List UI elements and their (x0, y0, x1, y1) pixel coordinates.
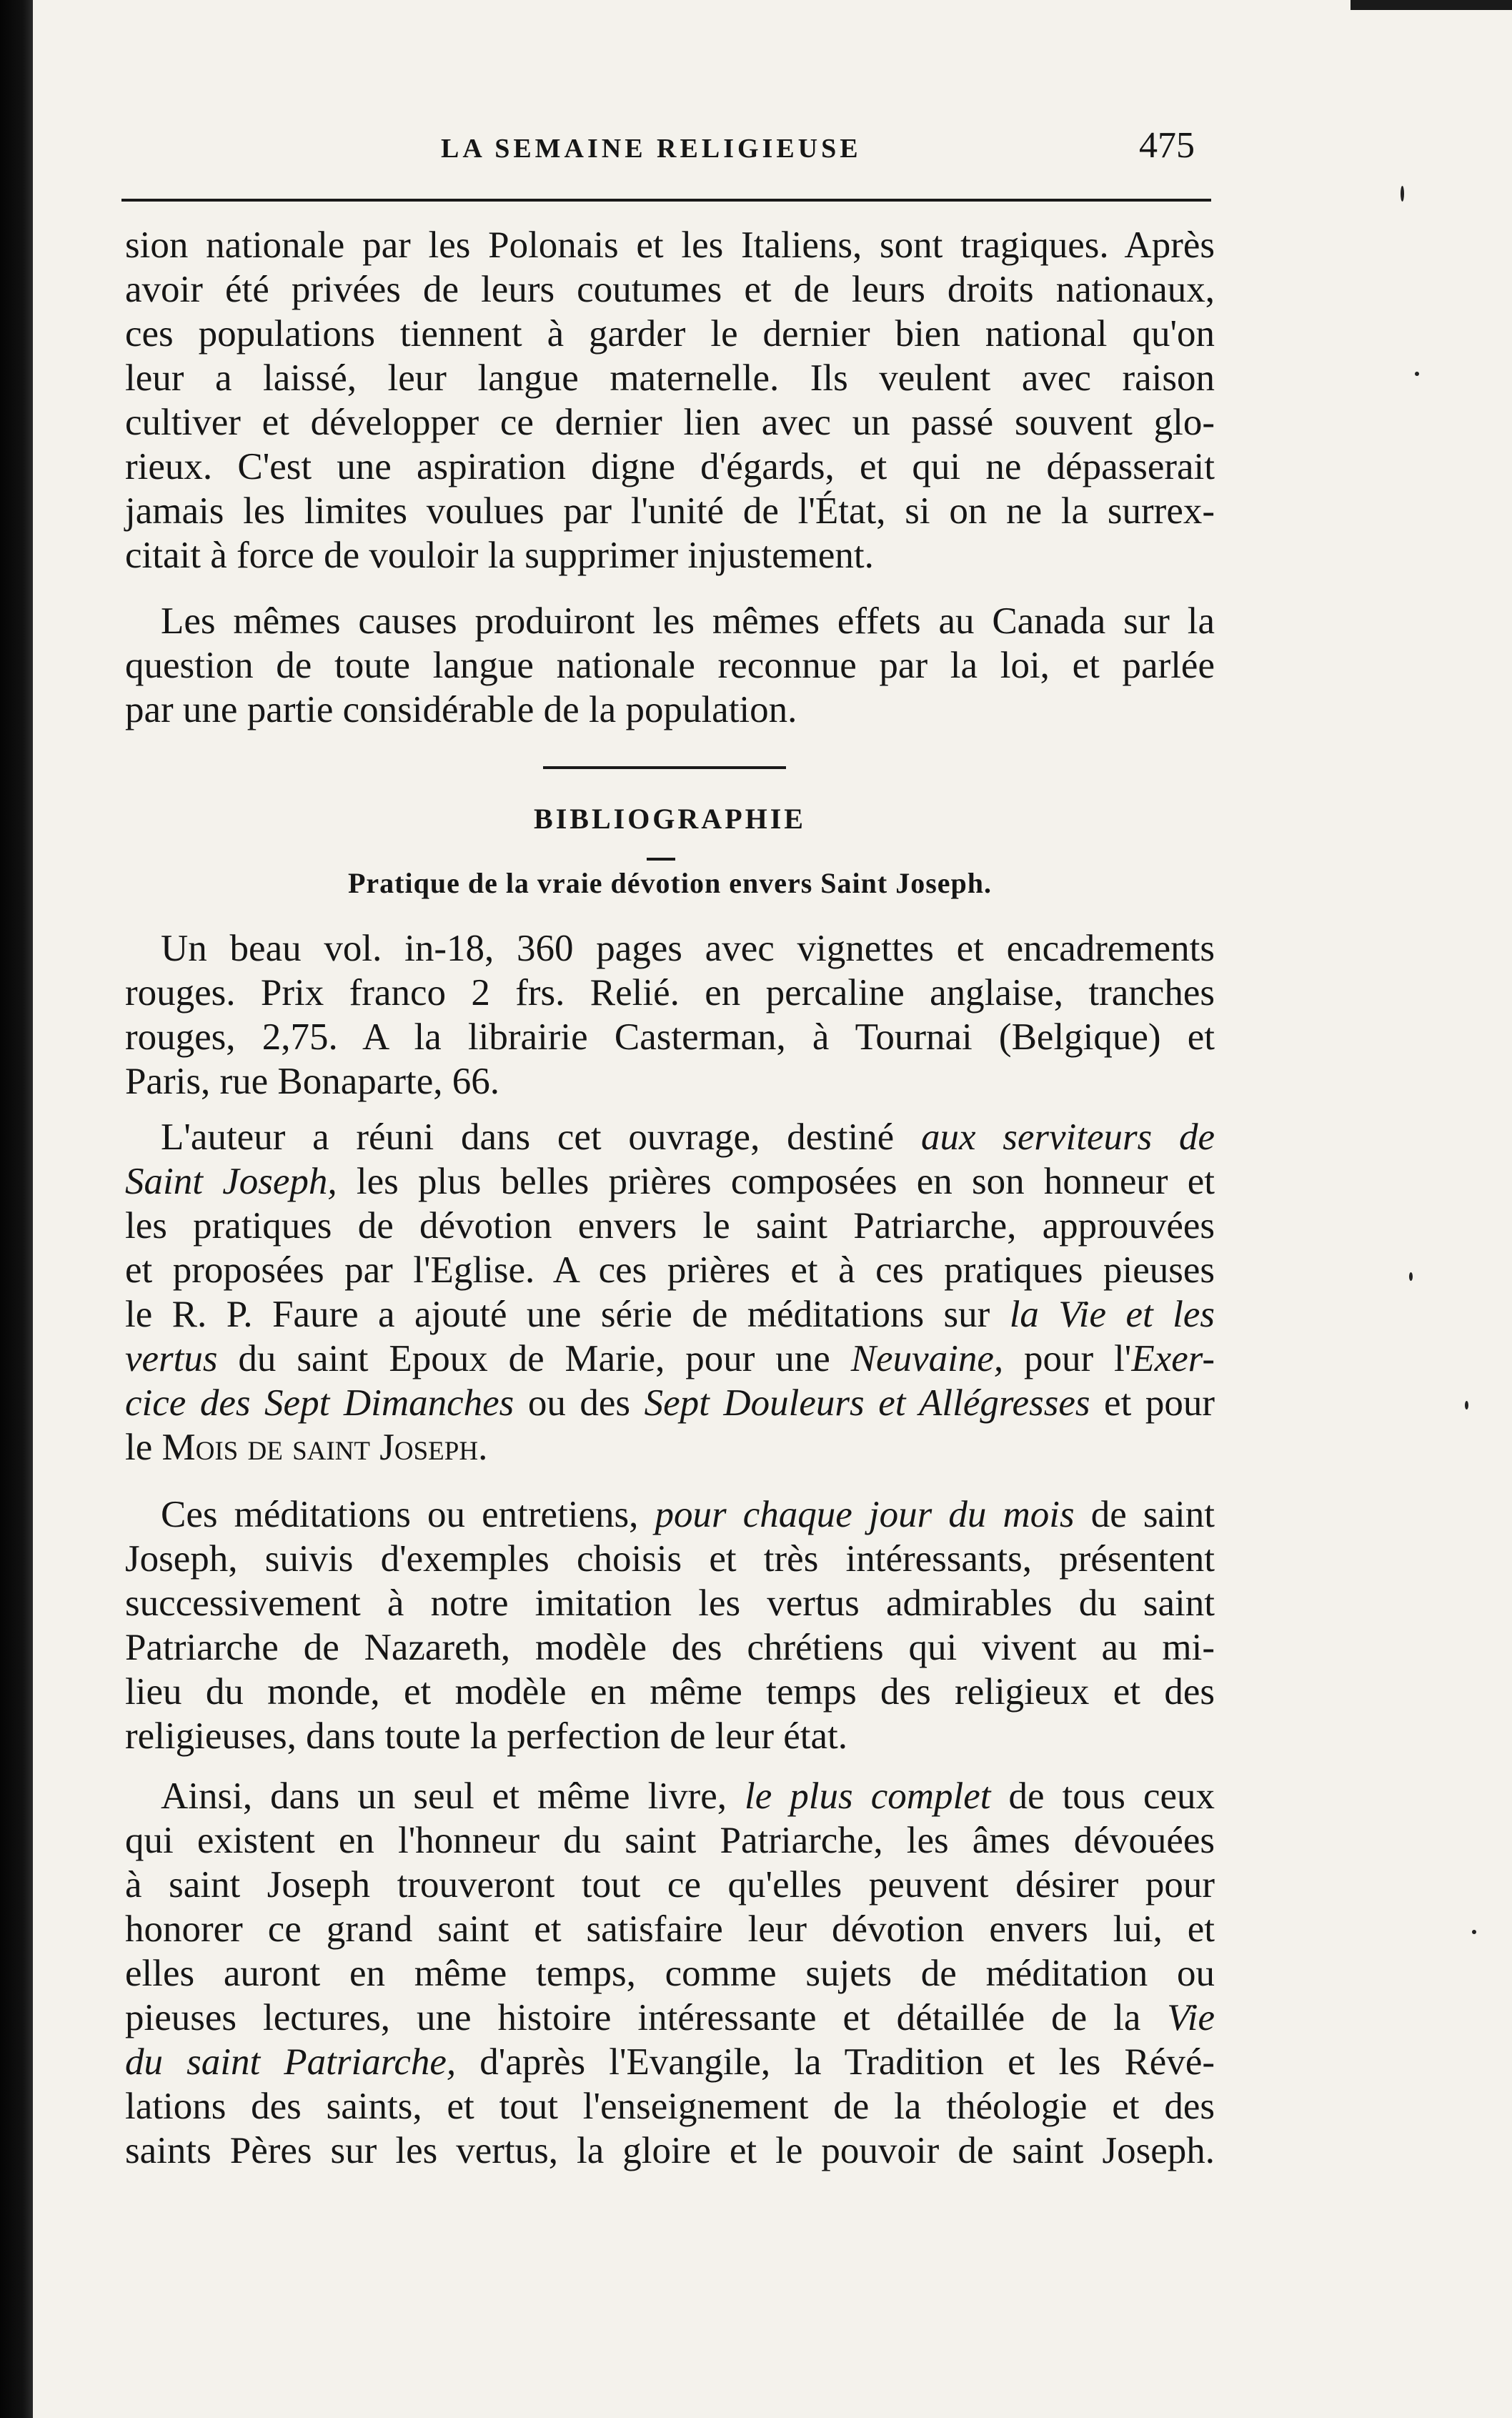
text-line (125, 1774, 1215, 1818)
text-line: religieuses, dans toute la perfection de leur état. (125, 1715, 848, 1757)
text-run: de saint (1074, 1494, 1215, 1535)
page-number: 475 (1139, 125, 1195, 166)
text-line: citait à force de vouloir la supprimer injustement. (125, 535, 874, 576)
book-details (125, 926, 1215, 1104)
scan-speck (1409, 1272, 1413, 1281)
paragraph-meditations (125, 1492, 1215, 1758)
text-line: avoir été privées de leurs coutumes et de leurs droits nationaux, (125, 269, 1215, 310)
text-run: les plus belles prières composées en son honneur et (337, 1161, 1215, 1202)
text-line: Patriarche de Nazareth, modèle des chrétiens qui vivent au mi- (125, 1627, 1215, 1668)
italic-run: Saint Joseph, (125, 1161, 337, 1202)
text-line: les pratiques de dévotion envers le saint Patriarche, approuvées (125, 1205, 1215, 1247)
text-line: et proposées par l'Eglise. A ces prières et à ces pratiques pieuses (125, 1249, 1215, 1291)
text-line: sion nationale par les Polonais et les Italiens, sont tragiques. Après (125, 224, 1215, 266)
scan-speck (1401, 186, 1404, 202)
text-run: ou des (514, 1382, 645, 1424)
text-run: le (125, 1427, 162, 1468)
scan-binding-edge (0, 0, 33, 2418)
text-run: d'après l'Evangile, la Tradition et les Révé- (456, 2041, 1215, 2083)
text-line: qui existent en l'honneur du saint Patriarche, les âmes dévouées (125, 1820, 1215, 1861)
text-line (125, 1337, 1215, 1381)
section-title: BIBLIOGRAPHIE (534, 803, 806, 835)
text-line (125, 2040, 1215, 2084)
text-run: L'auteur a réuni dans cet ouvrage, destiné (161, 1116, 921, 1158)
italic-run: Vie (1167, 1997, 1215, 2038)
title-dash (647, 858, 675, 861)
smallcaps-run: Mois de saint Joseph. (161, 1427, 488, 1468)
text-line: cultiver et développer ce dernier lien avec un passé souvent glo- (125, 402, 1215, 443)
text-run: de tous ceux (990, 1775, 1215, 1817)
text-run: Ces méditations ou entretiens, (161, 1494, 655, 1535)
text-line: successivement à notre imitation les vertus admirables du saint (125, 1582, 1215, 1624)
text-run: du saint Epoux de Marie, pour une (217, 1338, 851, 1379)
italic-run: Sept Douleurs et Allégresses (644, 1382, 1090, 1424)
text-line (125, 1425, 1215, 1470)
text-line: ces populations tiennent à garder le dernier bien national qu'on (125, 313, 1215, 355)
text-line: jamais les limites voulues par l'unité de l'État, si on ne la surrex- (125, 490, 1215, 532)
text-run: et pour (1090, 1382, 1215, 1424)
text-line: Joseph, suivis d'exemples choisis et très intéressants, présentent (125, 1538, 1215, 1580)
scan-top-mark (1351, 0, 1512, 10)
italic-run: vertus (125, 1338, 218, 1379)
text-line (125, 1996, 1215, 2040)
text-run: pour l' (1003, 1338, 1132, 1379)
italic-run: Neuvaine, (850, 1338, 1004, 1379)
text-line (125, 1115, 1215, 1159)
italic-run: la Vie et les (1009, 1294, 1215, 1335)
header-rule (121, 199, 1211, 202)
scan-speck (1472, 1930, 1476, 1934)
paragraph-polonais (125, 223, 1215, 578)
book-title: Pratique de la vraie dévotion envers Saint Joseph. (347, 867, 993, 899)
text-line: rouges, 2,75. A la librairie Casterman, à Tournai (Belgique) et (125, 1016, 1215, 1058)
scan-speck (1415, 372, 1419, 376)
paragraph-canada (125, 599, 1215, 732)
text-line (125, 1381, 1215, 1425)
text-line: Les mêmes causes produiront les mêmes effets au Canada sur la (161, 600, 1215, 642)
text-line (125, 1159, 1215, 1204)
text-line: Un beau vol. in-18, 360 pages avec vignettes et encadrements (161, 928, 1215, 969)
running-title: LA SEMAINE RELIGIEUSE (441, 134, 862, 164)
italic-run: pour chaque jour du mois (655, 1494, 1075, 1535)
text-run: le R. P. Faure a ajouté une série de méditations sur (125, 1294, 1010, 1335)
text-line (125, 1292, 1215, 1337)
paragraph-auteur (125, 1115, 1215, 1470)
text-line: lieu du monde, et modèle en même temps des religieux et des (125, 1671, 1215, 1713)
text-line: question de toute langue nationale reconnue par la loi, et parlée (125, 645, 1215, 686)
paragraph-ainsi (125, 1774, 1215, 2173)
text-line: à saint Joseph trouveront tout ce qu'elles peuvent désirer pour (125, 1864, 1215, 1906)
page-header (125, 125, 1208, 176)
text-line: elles auront en même temps, comme sujets de méditation ou (125, 1953, 1215, 1994)
text-line: lations des saints, et tout l'enseignement de la théologie et des (125, 2086, 1215, 2127)
text-line: rouges. Prix franco 2 frs. Relié. en percaline anglaise, tranches (125, 972, 1215, 1014)
text-run: Ainsi, dans un seul et même livre, (161, 1775, 745, 1817)
text-line: par une partie considérable de la population. (125, 689, 797, 730)
text-run: pieuses lectures, une histoire intéressante et détaillée de la (125, 1997, 1168, 2038)
italic-run: le plus complet (745, 1775, 991, 1817)
text-line: leur a laissé, leur langue maternelle. Ils veulent avec raison (125, 357, 1215, 399)
italic-run: Exer- (1131, 1338, 1215, 1379)
text-line: saints Pères sur les vertus, la gloire et le pouvoir de saint Joseph. (125, 2130, 1215, 2171)
italic-run: cice des Sept Dimanches (125, 1382, 514, 1424)
italic-run: du saint Patriarche, (125, 2041, 457, 2083)
text-line: rieux. C'est une aspiration digne d'égards, et qui ne dépasserait (125, 446, 1215, 487)
text-line: Paris, rue Bonaparte, 66. (125, 1061, 499, 1102)
text-line: honorer ce grand saint et satisfaire leur dévotion envers lui, et (125, 1908, 1215, 1950)
italic-run: aux serviteurs de (920, 1116, 1215, 1158)
scan-speck (1465, 1401, 1468, 1409)
text-line (125, 1492, 1215, 1537)
section-separator (543, 766, 786, 769)
